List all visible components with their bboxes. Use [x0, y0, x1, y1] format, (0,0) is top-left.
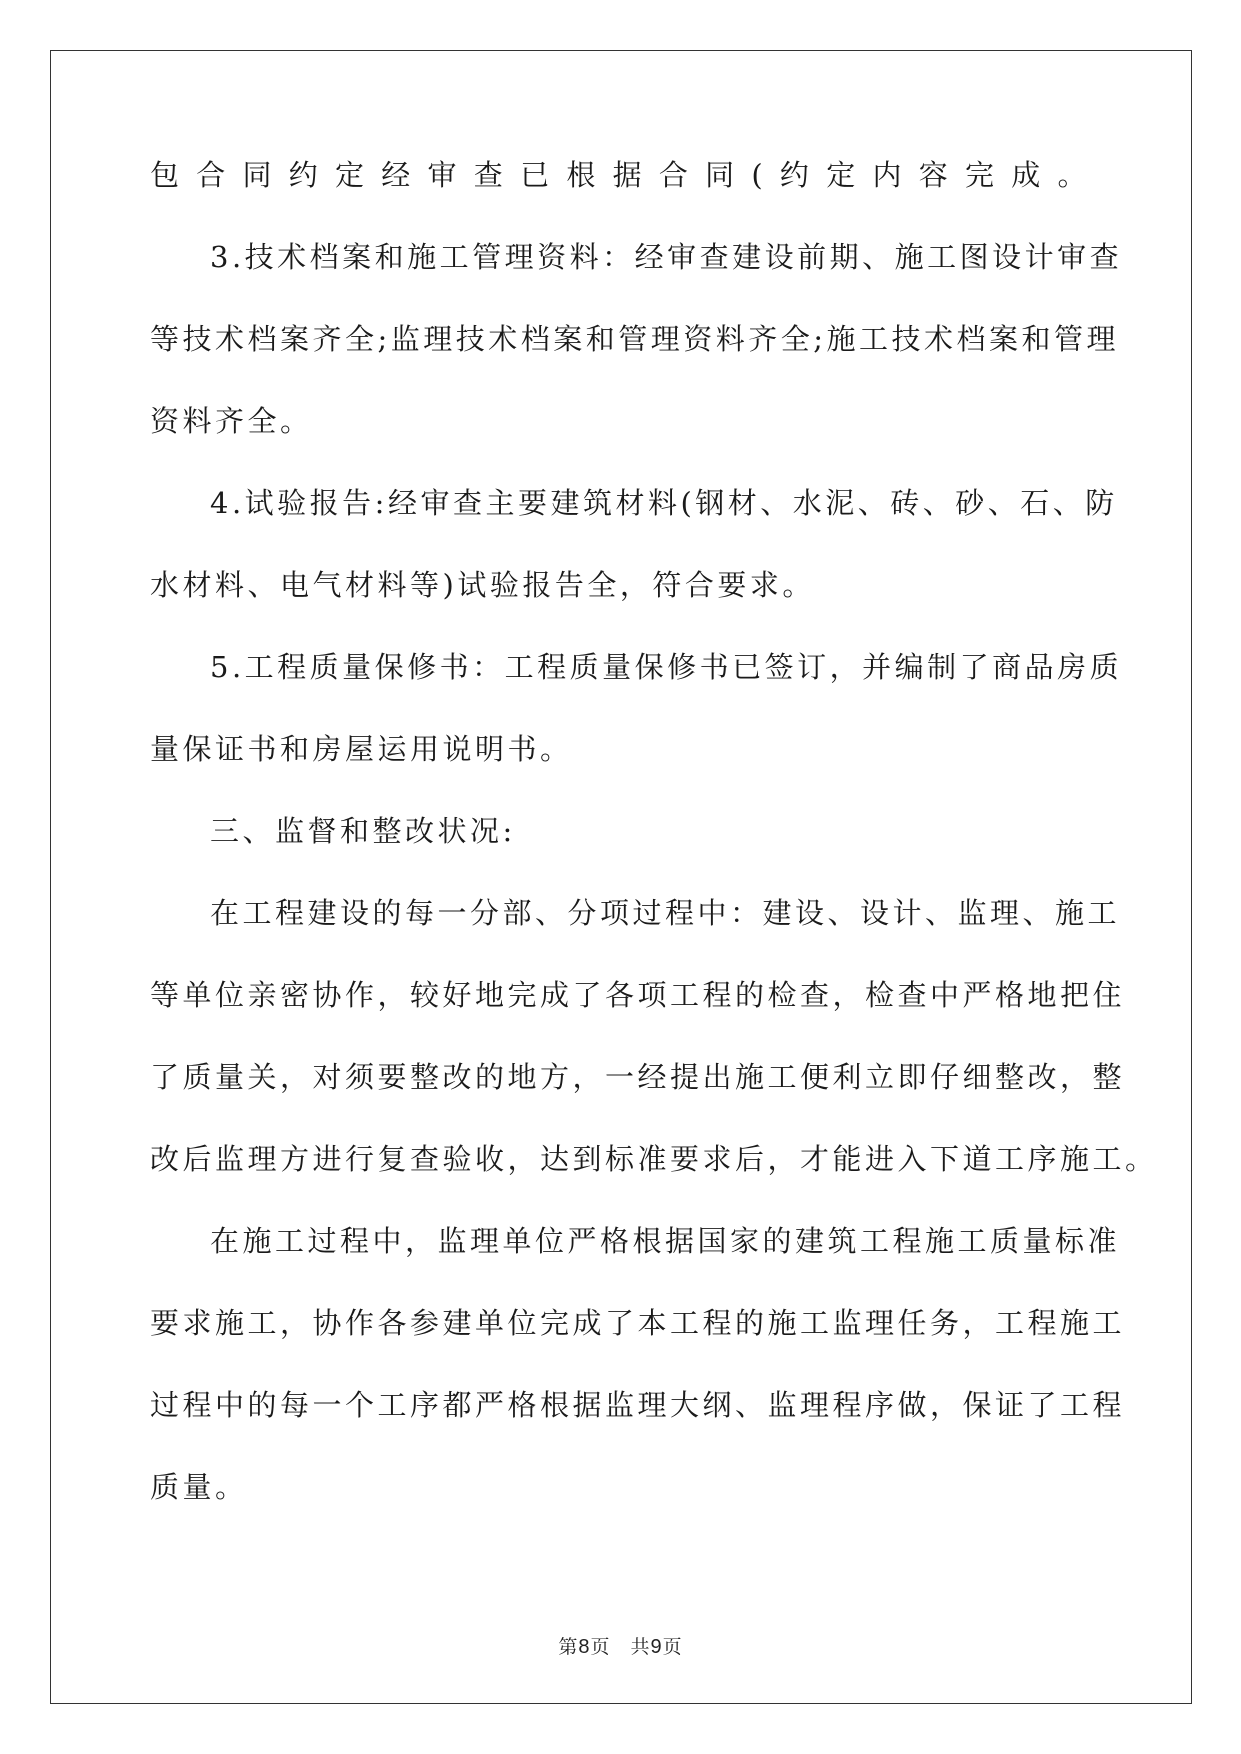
page-number-suffix: 页: [590, 1636, 611, 1658]
paragraph-line: 改后监理方进行复查验收，达到标准要求后，才能进入下道工序施工。: [150, 1142, 1158, 1176]
page-number-total: 9: [650, 1636, 663, 1658]
section-heading: 三、监督和整改状况:: [210, 814, 516, 848]
document-body: [150, 158, 1158, 1552]
paragraph-line: 资料齐全。: [150, 404, 313, 438]
paragraph-line: 5.工程质量保修书：工程质量保修书已签订，并编制了商品房质: [210, 650, 1123, 684]
paragraph-line: 量保证书和房屋运用说明书。: [150, 732, 573, 766]
paragraph-line: 了质量关，对须要整改的地方，一经提出施工便利立即仔细整改，整: [150, 1060, 1126, 1094]
paragraph-line: 要求施工，协作各参建单位完成了本工程的施工监理任务，工程施工: [150, 1306, 1126, 1340]
paragraph-line: 质量。: [150, 1470, 248, 1504]
paragraph-line: 水材料、电气材料等)试验报告全，符合要求。: [150, 568, 815, 602]
paragraph-line: 在工程建设的每一分部、分项过程中：建设、设计、监理、施工: [210, 896, 1121, 930]
page-total-suffix: 页: [662, 1636, 683, 1658]
paragraph-line: 包合同约定经审查已根据合同(约定内容完成。: [150, 158, 1090, 192]
page-footer: [0, 1632, 1241, 1659]
paragraph-line: 过程中的每一个工序都严格根据监理大纲、监理程序做，保证了工程: [150, 1388, 1126, 1422]
page-total-prefix: 共: [630, 1636, 651, 1658]
paragraph-line: 3.技术档案和施工管理资料：经审查建设前期、施工图设计审查: [210, 240, 1123, 274]
paragraph-line: 等单位亲密协作，较好地完成了各项工程的检查，检查中严格地把住: [150, 978, 1126, 1012]
page-number-prefix: 第: [558, 1636, 579, 1658]
paragraph-line: 等技术档案齐全;监理技术档案和管理资料齐全;施工技术档案和管理: [150, 322, 1120, 356]
paragraph-line: 在施工过程中，监理单位严格根据国家的建筑工程施工质量标准: [210, 1224, 1121, 1258]
page-number-current: 8: [578, 1636, 591, 1658]
paragraph-line: 4.试验报告:经审查主要建筑材料(钢材、水泥、砖、砂、石、防: [210, 486, 1118, 520]
